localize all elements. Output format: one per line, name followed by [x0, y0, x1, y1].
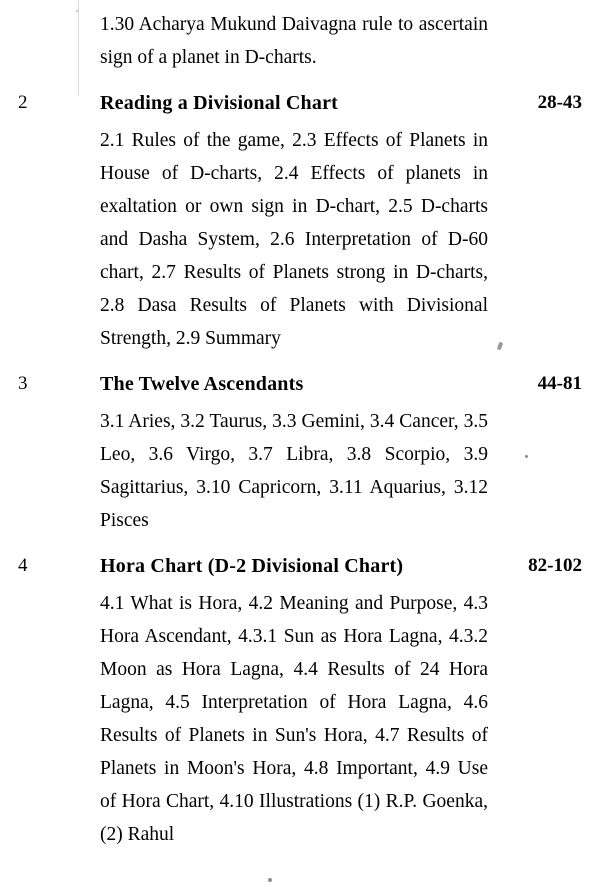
toc-entry-continuation — [0, 8, 600, 74]
toc-entry-4-description: 4.1 What is Hora, 4.2 Meaning and Purpose, 4.3 Hora Ascendant, 4.3.1 Sun as Hora Lagna, 4.3.2 Moon as Hora Lagna, 4.4 Results of 24 Hora Lagna, 4.5 Interpretation of Hora Lagna, 4.6 Results of Planets in Sun's Hora, 4.7 Results of Planets in Moon's Hora, 4.8 Important, 4.9 Use of Hora Chart, 4.10 Illustrations (1) R.P. Goenka, (2) Rahul — [100, 593, 488, 845]
toc-entry-2-header[interactable] — [0, 88, 600, 118]
toc-entry-2-number: 2 — [18, 92, 28, 113]
toc-entry-4-header[interactable] — [0, 551, 600, 581]
toc-entry-3-header[interactable] — [0, 369, 600, 399]
toc-entry-3-pages: 44-81 — [537, 373, 582, 394]
toc-entry-4-title[interactable]: Hora Chart (D-2 Divisional Chart) — [100, 555, 404, 577]
toc-entry-4-pages: 82-102 — [528, 555, 582, 576]
toc-entry-2[interactable] — [0, 88, 600, 355]
toc-entry-3[interactable] — [0, 369, 600, 537]
toc-entry-4-number: 4 — [18, 555, 28, 576]
toc-entry-2-description: 2.1 Rules of the game, 2.3 Effects of Planets in House of D-charts, 2.4 Effects of planets in exaltation or own sign in D-chart, 2.5 D-charts and Dasha System, 2.6 Interpretation of D-60 chart, 2.7 Results of Planets strong in D-charts, 2.8 Dasa Results of Planets with Divisional Strength, 2.9 Summary — [100, 130, 488, 349]
scan-speck — [268, 878, 272, 882]
toc-entry-2-title[interactable]: Reading a Divisional Chart — [100, 92, 339, 114]
toc-entry-3-title[interactable]: The Twelve Ascendants — [100, 373, 304, 395]
toc-entry-3-description: 3.1 Aries, 3.2 Taurus, 3.3 Gemini, 3.4 Cancer, 3.5 Leo, 3.6 Virgo, 3.7 Libra, 3.8 Scorpio, 3.9 Sagittarius, 3.10 Capricorn, 3.11 Aquarius, 3.12 Pisces — [100, 411, 488, 531]
toc-continuation-text: 1.30 Acharya Mukund Daivagna rule to ascertain sign of a planet in D-charts. — [100, 14, 488, 68]
table-of-contents — [0, 8, 600, 851]
toc-entry-4[interactable] — [0, 551, 600, 851]
toc-entry-3-number: 3 — [18, 373, 28, 394]
toc-entry-2-pages: 28-43 — [537, 92, 582, 113]
